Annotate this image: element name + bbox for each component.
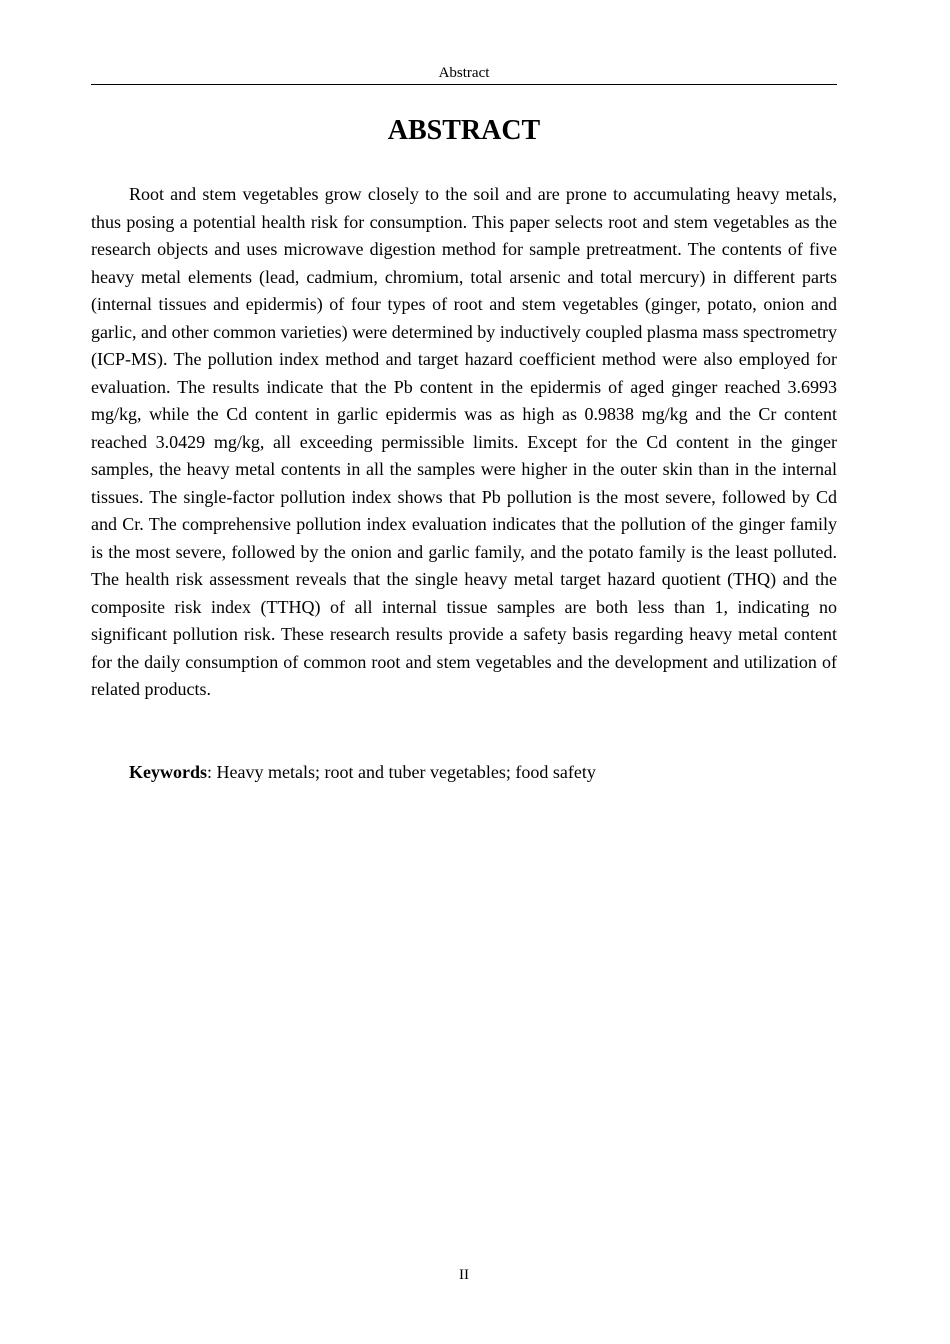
abstract-title: ABSTRACT [387, 115, 541, 146]
keywords-line [91, 759, 837, 787]
header-rule [91, 84, 837, 85]
keywords-text: Heavy metals; root and tuber vegetables; food safety [216, 762, 596, 782]
running-header: Abstract [438, 65, 490, 81]
page-number: II [459, 1267, 469, 1283]
abstract-paragraph: Root and stem vegetables grow closely to the soil and are prone to accumulating heavy metals, thus posing a potential health risk for consumption. This paper selects root and stem vegetables as the research objects and uses microwave digestion method for sample pretreatment. The contents of five heavy metal elements (lead, cadmium, chromium, total arsenic and total mercury) in different parts (internal tissues and epidermis) of four types of root and stem vegetables (ginger, potato, onion and garlic, and other common varieties) were determined by inductively coupled plasma mass spectrometry (ICP-MS). The pollution index method and target hazard coefficient method were also employed for evaluation. The results indicate that the Pb content in the epidermis of aged ginger reached 3.6993 mg/kg, while the Cd content in garlic epidermis was as high as 0.9838 mg/kg and the Cr content reached 3.0429 mg/kg, all exceeding permissible limits. Except for the Cd content in the ginger samples, the heavy metal contents in all the samples were higher in the outer skin than in the internal tissues. The single-factor pollution index shows that Pb pollution is the most severe, followed by Cd and Cr. The comprehensive pollution index evaluation indicates that the pollution of the ginger family is the most severe, followed by the onion and garlic family, and the potato family is the least polluted. The health risk assessment reveals that the single heavy metal target hazard quotient (THQ) and the composite risk index (TTHQ) of all internal tissue samples are both less than 1, indicating no significant pollution risk. These research results provide a safety basis regarding heavy metal content for the daily consumption of common root and stem vegetables and the development and utilization of related products. [91, 184, 837, 699]
keywords-separator: : [207, 762, 217, 782]
keywords-label: Keywords [129, 762, 207, 782]
